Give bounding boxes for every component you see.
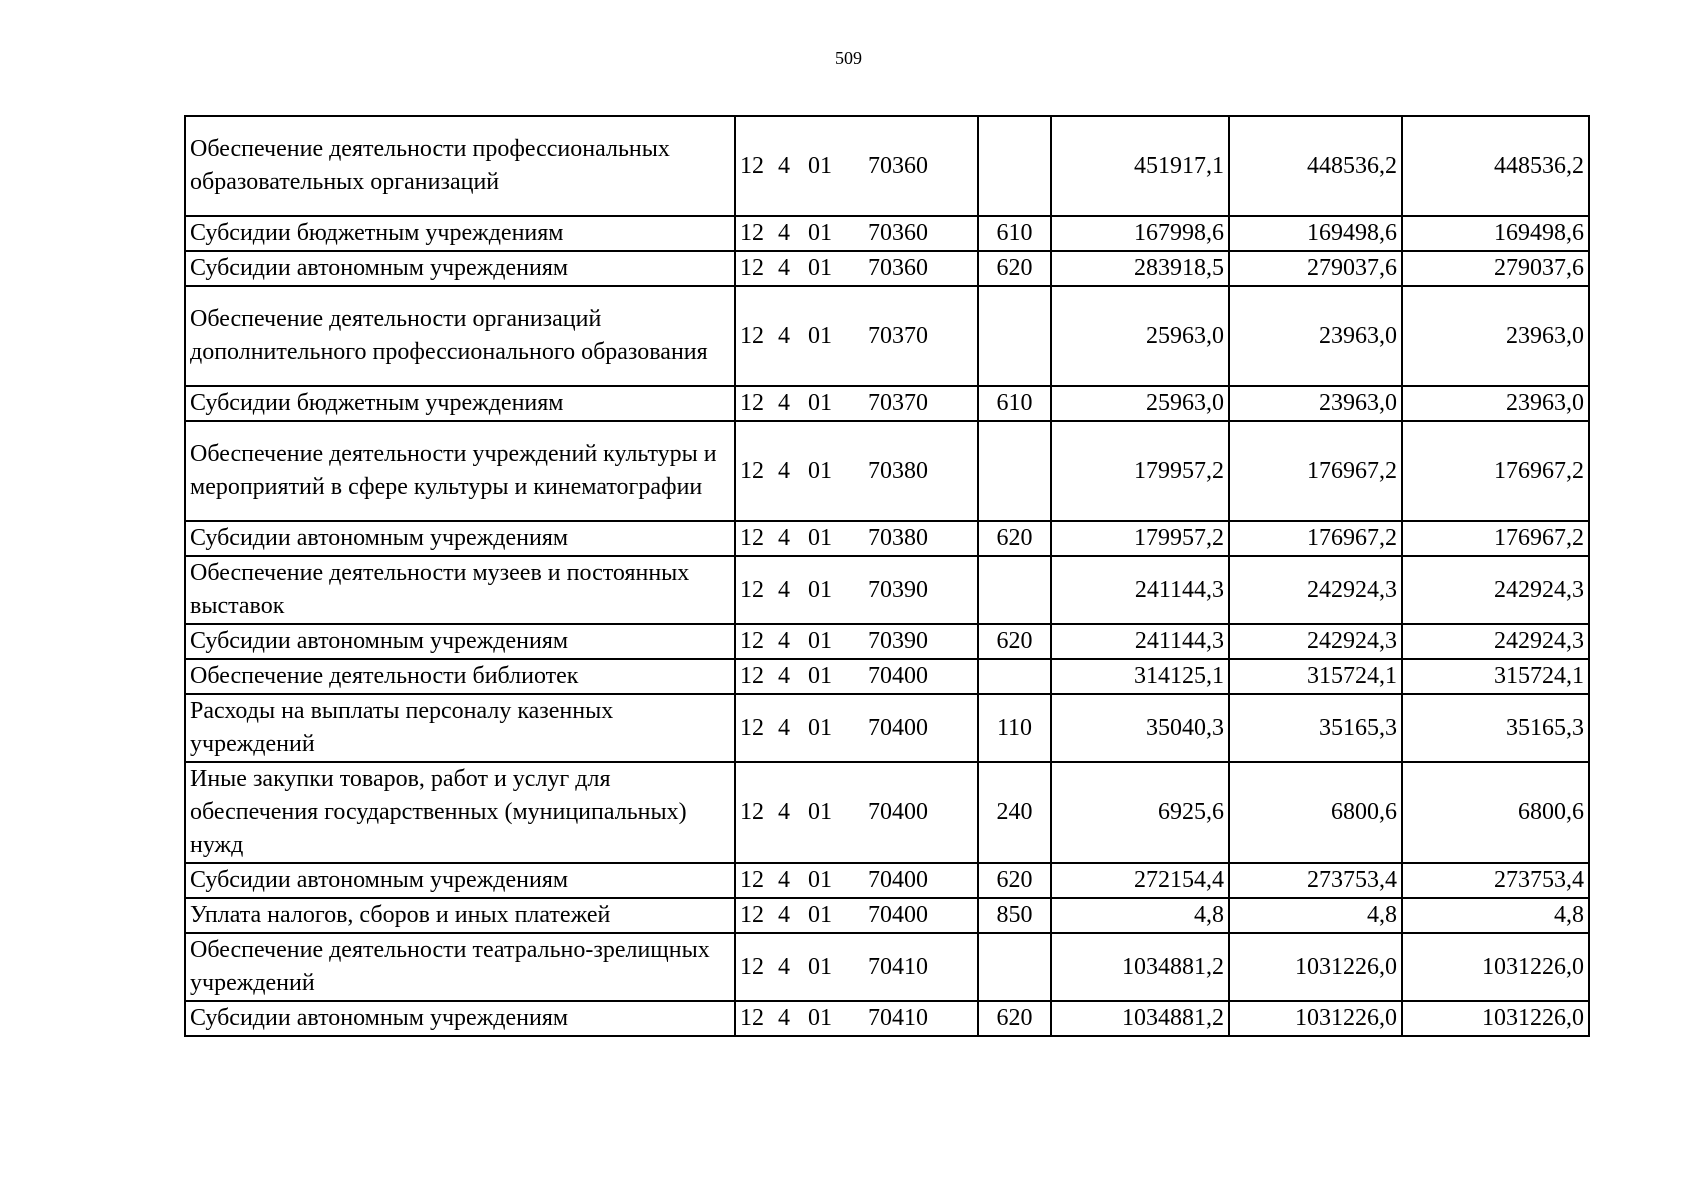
amount-year-1: 35040,3 xyxy=(1051,694,1229,762)
code-direction: 70400 xyxy=(868,799,928,825)
amount-year-3: 1031226,0 xyxy=(1402,1001,1589,1036)
code-direction: 70400 xyxy=(868,902,928,928)
amount-year-3: 1031226,0 xyxy=(1402,933,1589,1001)
row-name: Субсидии автономным учреждениям xyxy=(185,863,735,898)
code-direction: 70380 xyxy=(868,457,928,484)
code-direction: 70390 xyxy=(868,576,928,603)
expense-type-code: 240 xyxy=(978,762,1051,863)
amount-year-1: 1034881,2 xyxy=(1051,1001,1229,1036)
amount-year-3: 242924,3 xyxy=(1402,624,1589,659)
amount-year-1: 283918,5 xyxy=(1051,251,1229,286)
code-main-event: 01 xyxy=(808,867,832,893)
code-subprogram: 4 xyxy=(778,953,790,980)
table-row xyxy=(185,659,1589,694)
code-program: 12 xyxy=(740,576,764,603)
code-main-event: 01 xyxy=(808,390,832,416)
code-direction: 70400 xyxy=(868,714,928,741)
amount-year-1: 1034881,2 xyxy=(1051,933,1229,1001)
code-direction: 70400 xyxy=(868,867,928,893)
amount-year-2: 23963,0 xyxy=(1229,286,1402,386)
code-subprogram: 4 xyxy=(778,322,790,349)
row-name: Расходы на выплаты персоналу казенных учреждений xyxy=(185,694,735,762)
code-main-event: 01 xyxy=(808,220,832,246)
code-direction: 70400 xyxy=(868,663,928,689)
code-main-event: 01 xyxy=(808,1005,832,1031)
target-article-code xyxy=(735,1001,978,1036)
code-subprogram: 4 xyxy=(778,663,790,689)
code-subprogram: 4 xyxy=(778,628,790,654)
code-subprogram: 4 xyxy=(778,457,790,484)
row-name: Субсидии бюджетным учреждениям xyxy=(185,216,735,251)
code-subprogram: 4 xyxy=(778,1005,790,1031)
code-program: 12 xyxy=(740,799,764,825)
code-program: 12 xyxy=(740,255,764,281)
code-subprogram: 4 xyxy=(778,390,790,416)
amount-year-1: 241144,3 xyxy=(1051,556,1229,624)
code-main-event: 01 xyxy=(808,576,832,603)
code-main-event: 01 xyxy=(808,255,832,281)
code-subprogram: 4 xyxy=(778,867,790,893)
expense-type-code xyxy=(978,116,1051,216)
expense-type-code: 110 xyxy=(978,694,1051,762)
expense-type-code: 850 xyxy=(978,898,1051,933)
amount-year-2: 242924,3 xyxy=(1229,556,1402,624)
code-main-event: 01 xyxy=(808,152,832,179)
code-program: 12 xyxy=(740,525,764,551)
code-subprogram: 4 xyxy=(778,525,790,551)
target-article-code xyxy=(735,251,978,286)
code-main-event: 01 xyxy=(808,322,832,349)
row-name: Субсидии автономным учреждениям xyxy=(185,251,735,286)
code-direction: 70360 xyxy=(868,152,928,179)
target-article-code xyxy=(735,762,978,863)
amount-year-2: 279037,6 xyxy=(1229,251,1402,286)
table-row xyxy=(185,933,1589,1001)
table-row xyxy=(185,694,1589,762)
amount-year-1: 179957,2 xyxy=(1051,421,1229,521)
expense-type-code: 620 xyxy=(978,251,1051,286)
page-number: 509 xyxy=(835,48,862,68)
target-article-code xyxy=(735,386,978,421)
table-row xyxy=(185,556,1589,624)
code-main-event: 01 xyxy=(808,953,832,980)
target-article-code xyxy=(735,116,978,216)
amount-year-3: 23963,0 xyxy=(1402,286,1589,386)
code-program: 12 xyxy=(740,902,764,928)
table-row xyxy=(185,286,1589,386)
amount-year-3: 35165,3 xyxy=(1402,694,1589,762)
amount-year-1: 6925,6 xyxy=(1051,762,1229,863)
amount-year-2: 176967,2 xyxy=(1229,421,1402,521)
row-name: Обеспечение деятельности организаций дополнительного профессионального образования xyxy=(185,286,735,386)
code-program: 12 xyxy=(740,628,764,654)
expense-type-code: 620 xyxy=(978,1001,1051,1036)
code-program: 12 xyxy=(740,1005,764,1031)
amount-year-3: 23963,0 xyxy=(1402,386,1589,421)
amount-year-1: 272154,4 xyxy=(1051,863,1229,898)
code-program: 12 xyxy=(740,457,764,484)
amount-year-2: 6800,6 xyxy=(1229,762,1402,863)
row-name: Иные закупки товаров, работ и услуг для обеспечения государственных (муниципальных) нужд xyxy=(185,762,735,863)
target-article-code xyxy=(735,286,978,386)
expense-type-code: 610 xyxy=(978,386,1051,421)
amount-year-3: 6800,6 xyxy=(1402,762,1589,863)
amount-year-2: 169498,6 xyxy=(1229,216,1402,251)
code-main-event: 01 xyxy=(808,457,832,484)
row-name: Обеспечение деятельности театрально-зрелищных учреждений xyxy=(185,933,735,1001)
amount-year-3: 242924,3 xyxy=(1402,556,1589,624)
code-main-event: 01 xyxy=(808,663,832,689)
code-program: 12 xyxy=(740,663,764,689)
expense-type-code: 620 xyxy=(978,624,1051,659)
row-name: Обеспечение деятельности библиотек xyxy=(185,659,735,694)
target-article-code xyxy=(735,421,978,521)
amount-year-1: 451917,1 xyxy=(1051,116,1229,216)
expense-type-code xyxy=(978,421,1051,521)
code-program: 12 xyxy=(740,390,764,416)
code-program: 12 xyxy=(740,714,764,741)
code-subprogram: 4 xyxy=(778,714,790,741)
expense-type-code xyxy=(978,659,1051,694)
row-name: Обеспечение деятельности музеев и постоянных выставок xyxy=(185,556,735,624)
code-program: 12 xyxy=(740,867,764,893)
table-row xyxy=(185,386,1589,421)
row-name: Уплата налогов, сборов и иных платежей xyxy=(185,898,735,933)
target-article-code xyxy=(735,216,978,251)
amount-year-1: 314125,1 xyxy=(1051,659,1229,694)
target-article-code xyxy=(735,624,978,659)
code-direction: 70360 xyxy=(868,220,928,246)
budget-table xyxy=(184,115,1590,1037)
table-body xyxy=(185,116,1589,1036)
amount-year-2: 242924,3 xyxy=(1229,624,1402,659)
code-direction: 70370 xyxy=(868,322,928,349)
amount-year-2: 23963,0 xyxy=(1229,386,1402,421)
expense-type-code: 620 xyxy=(978,521,1051,556)
code-main-event: 01 xyxy=(808,902,832,928)
code-subprogram: 4 xyxy=(778,255,790,281)
amount-year-3: 448536,2 xyxy=(1402,116,1589,216)
target-article-code xyxy=(735,521,978,556)
code-main-event: 01 xyxy=(808,628,832,654)
target-article-code xyxy=(735,694,978,762)
table-row xyxy=(185,521,1589,556)
expense-type-code: 610 xyxy=(978,216,1051,251)
target-article-code xyxy=(735,933,978,1001)
target-article-code xyxy=(735,898,978,933)
expense-type-code xyxy=(978,286,1051,386)
amount-year-1: 25963,0 xyxy=(1051,386,1229,421)
amount-year-2: 448536,2 xyxy=(1229,116,1402,216)
amount-year-1: 167998,6 xyxy=(1051,216,1229,251)
row-name: Субсидии бюджетным учреждениям xyxy=(185,386,735,421)
amount-year-3: 169498,6 xyxy=(1402,216,1589,251)
expense-type-code xyxy=(978,556,1051,624)
code-subprogram: 4 xyxy=(778,799,790,825)
amount-year-3: 176967,2 xyxy=(1402,521,1589,556)
amount-year-2: 315724,1 xyxy=(1229,659,1402,694)
amount-year-3: 279037,6 xyxy=(1402,251,1589,286)
amount-year-1: 25963,0 xyxy=(1051,286,1229,386)
row-name: Субсидии автономным учреждениям xyxy=(185,1001,735,1036)
amount-year-3: 315724,1 xyxy=(1402,659,1589,694)
row-name: Субсидии автономным учреждениям xyxy=(185,521,735,556)
amount-year-3: 273753,4 xyxy=(1402,863,1589,898)
target-article-code xyxy=(735,863,978,898)
row-name: Субсидии автономным учреждениям xyxy=(185,624,735,659)
code-program: 12 xyxy=(740,953,764,980)
table-row xyxy=(185,898,1589,933)
table-row xyxy=(185,624,1589,659)
row-name: Обеспечение деятельности профессиональных образовательных организаций xyxy=(185,116,735,216)
table-row xyxy=(185,116,1589,216)
target-article-code xyxy=(735,659,978,694)
amount-year-1: 241144,3 xyxy=(1051,624,1229,659)
code-program: 12 xyxy=(740,152,764,179)
code-direction: 70410 xyxy=(868,953,928,980)
table-row xyxy=(185,762,1589,863)
amount-year-2: 35165,3 xyxy=(1229,694,1402,762)
code-program: 12 xyxy=(740,322,764,349)
amount-year-2: 1031226,0 xyxy=(1229,1001,1402,1036)
code-main-event: 01 xyxy=(808,525,832,551)
row-name: Обеспечение деятельности учреждений культуры и мероприятий в сфере культуры и кинематографии xyxy=(185,421,735,521)
amount-year-2: 176967,2 xyxy=(1229,521,1402,556)
table-row xyxy=(185,863,1589,898)
code-direction: 70360 xyxy=(868,255,928,281)
expense-type-code xyxy=(978,933,1051,1001)
code-direction: 70410 xyxy=(868,1005,928,1031)
amount-year-2: 4,8 xyxy=(1229,898,1402,933)
amount-year-3: 4,8 xyxy=(1402,898,1589,933)
table-row xyxy=(185,251,1589,286)
code-main-event: 01 xyxy=(808,714,832,741)
table-row xyxy=(185,421,1589,521)
code-main-event: 01 xyxy=(808,799,832,825)
code-subprogram: 4 xyxy=(778,902,790,928)
code-direction: 70370 xyxy=(868,390,928,416)
code-direction: 70380 xyxy=(868,525,928,551)
amount-year-2: 273753,4 xyxy=(1229,863,1402,898)
amount-year-2: 1031226,0 xyxy=(1229,933,1402,1001)
amount-year-3: 176967,2 xyxy=(1402,421,1589,521)
expense-type-code: 620 xyxy=(978,863,1051,898)
code-program: 12 xyxy=(740,220,764,246)
amount-year-1: 179957,2 xyxy=(1051,521,1229,556)
code-subprogram: 4 xyxy=(778,152,790,179)
table-row xyxy=(185,216,1589,251)
table-row xyxy=(185,1001,1589,1036)
code-direction: 70390 xyxy=(868,628,928,654)
code-subprogram: 4 xyxy=(778,576,790,603)
target-article-code xyxy=(735,556,978,624)
amount-year-1: 4,8 xyxy=(1051,898,1229,933)
code-subprogram: 4 xyxy=(778,220,790,246)
